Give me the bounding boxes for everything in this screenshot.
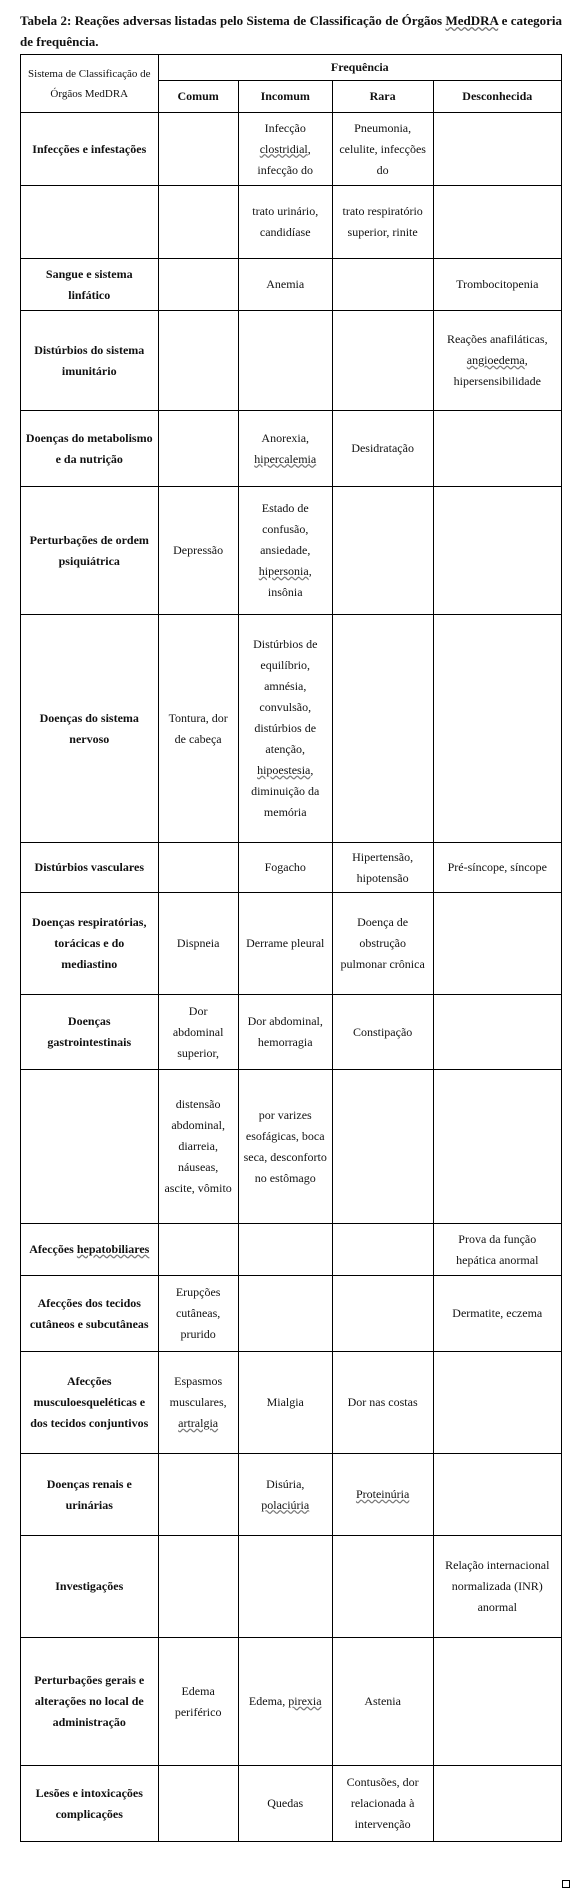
cell-rara [332, 1070, 433, 1224]
cell-rara: Desidratação [332, 411, 433, 487]
cell-sys: Doenças gastrointestinais [21, 995, 159, 1070]
cell-sys: Lesões e intoxicações complicações [21, 1766, 159, 1842]
cell-comum: Dispneia [158, 893, 238, 995]
cell-desconhecida: Trombocitopenia [433, 259, 561, 311]
cell-desconhecida [433, 186, 561, 259]
cell-rara [332, 487, 433, 615]
table-row [21, 1766, 562, 1842]
cell-comum: distensão abdominal, diarreia, náuseas, ascite, vômito [158, 1070, 238, 1224]
cell-sys: Perturbações gerais e alterações no local de administração [21, 1638, 159, 1766]
table-row [21, 1352, 562, 1454]
cell-incomum: Anemia [238, 259, 332, 311]
cell-incomum [238, 1536, 332, 1638]
cell-sys [21, 1070, 159, 1224]
cell-rara: Dor nas costas [332, 1352, 433, 1454]
cell-desconhecida: Dermatite, eczema [433, 1276, 561, 1352]
cell-sys: Afecções musculoesqueléticas e dos tecidos conjuntivos [21, 1352, 159, 1454]
cell-desconhecida: Reações anafiláticas, angioedema, hipersensibilidade [433, 311, 561, 411]
cell-rara [332, 1276, 433, 1352]
cell-comum: Depressão [158, 487, 238, 615]
cell-desconhecida: Pré-síncope, síncope [433, 843, 561, 893]
cell-sys [21, 186, 159, 259]
cell-comum [158, 311, 238, 411]
cell-sys: Afecções dos tecidos cutâneos e subcutâneas [21, 1276, 159, 1352]
cell-sys: Distúrbios vasculares [21, 843, 159, 893]
table-row [21, 843, 562, 893]
cell-desconhecida [433, 411, 561, 487]
cell-incomum: Disúria, polaciúria [238, 1454, 332, 1536]
cell-desconhecida [433, 1638, 561, 1766]
table-row [21, 259, 562, 311]
table-end-marker [562, 1880, 570, 1888]
cell-rara [332, 259, 433, 311]
table-row [21, 615, 562, 843]
table-row [21, 1638, 562, 1766]
cell-comum [158, 1766, 238, 1842]
cell-sys: Investigações [21, 1536, 159, 1638]
cell-sys: Doenças respiratórias, torácicas e do mediastino [21, 893, 159, 995]
cell-sys: Doenças do metabolismo e da nutrição [21, 411, 159, 487]
header-desconhecida: Desconhecida [433, 81, 561, 113]
cell-comum: Dor abdominal superior, [158, 995, 238, 1070]
cell-incomum [238, 311, 332, 411]
cell-rara: Constipação [332, 995, 433, 1070]
cell-comum [158, 186, 238, 259]
table-row [21, 1276, 562, 1352]
table-row [21, 113, 562, 186]
table-row [21, 1536, 562, 1638]
table-row [21, 411, 562, 487]
cell-incomum: Distúrbios de equilíbrio, amnésia, convulsão, distúrbios de atenção, hipoestesia, diminuição da memória [238, 615, 332, 843]
cell-rara: trato respiratório superior, rinite [332, 186, 433, 259]
table-row [21, 1454, 562, 1536]
adverse-reactions-table [20, 54, 562, 1842]
cell-rara: Hipertensão, hipotensão [332, 843, 433, 893]
cell-desconhecida [433, 487, 561, 615]
cell-comum [158, 843, 238, 893]
cell-comum [158, 1224, 238, 1276]
cell-comum: Edema periférico [158, 1638, 238, 1766]
cell-sys: Sangue e sistema linfático [21, 259, 159, 311]
cell-incomum: Infecção clostridial, infecção do [238, 113, 332, 186]
cell-rara [332, 1224, 433, 1276]
cell-rara: Contusões, dor relacionada à intervenção [332, 1766, 433, 1842]
cell-comum [158, 411, 238, 487]
table-row [21, 893, 562, 995]
cell-rara: Proteinúria [332, 1454, 433, 1536]
table-caption [20, 10, 562, 52]
cell-rara: Doença de obstrução pulmonar crônica [332, 893, 433, 995]
cell-incomum: por varizes esofágicas, boca seca, desconforto no estômago [238, 1070, 332, 1224]
cell-desconhecida: Prova da função hepática anormal [433, 1224, 561, 1276]
cell-rara: Astenia [332, 1638, 433, 1766]
caption-meddra-term: MedDRA [445, 13, 499, 28]
cell-comum: Espasmos musculares, artralgia [158, 1352, 238, 1454]
table-row [21, 186, 562, 259]
cell-rara [332, 311, 433, 411]
cell-desconhecida [433, 615, 561, 843]
cell-comum [158, 1536, 238, 1638]
cell-incomum: Estado de confusão, ansiedade, hipersonia, insônia [238, 487, 332, 615]
cell-desconhecida [433, 1352, 561, 1454]
cell-incomum [238, 1276, 332, 1352]
cell-sys: Perturbações de ordem psiquiátrica [21, 487, 159, 615]
table-row [21, 487, 562, 615]
cell-rara: Pneumonia, celulite, infecções do [332, 113, 433, 186]
cell-desconhecida [433, 1454, 561, 1536]
header-frequency: Frequência [158, 55, 561, 81]
cell-incomum: Mialgia [238, 1352, 332, 1454]
cell-desconhecida [433, 893, 561, 995]
cell-comum [158, 1454, 238, 1536]
cell-sys: Infecções e infestações [21, 113, 159, 186]
cell-comum [158, 259, 238, 311]
header-incomum: Incomum [238, 81, 332, 113]
cell-incomum: Quedas [238, 1766, 332, 1842]
caption-text: Tabela 2: Reações adversas listadas pelo Sistema de Classificação de Órgãos [20, 13, 446, 28]
caption-text-end: e categoria de frequência. [20, 13, 562, 49]
cell-desconhecida [433, 995, 561, 1070]
header-system-organ-class: Sistema de Classificação de Órgãos MedDRA [21, 55, 159, 113]
cell-rara [332, 615, 433, 843]
cell-comum: Erupções cutâneas, prurido [158, 1276, 238, 1352]
header-comum: Comum [158, 81, 238, 113]
cell-sys: Doenças do sistema nervoso [21, 615, 159, 843]
cell-desconhecida [433, 113, 561, 186]
cell-rara [332, 1536, 433, 1638]
header-rara: Rara [332, 81, 433, 113]
cell-incomum: Edema, pirexia [238, 1638, 332, 1766]
cell-sys: Distúrbios do sistema imunitário [21, 311, 159, 411]
table-row [21, 995, 562, 1070]
cell-incomum: Anorexia, hipercalemia [238, 411, 332, 487]
cell-incomum: Dor abdominal, hemorragia [238, 995, 332, 1070]
cell-desconhecida: Relação internacional normalizada (INR) anormal [433, 1536, 561, 1638]
cell-comum [158, 113, 238, 186]
table-row [21, 1224, 562, 1276]
cell-desconhecida [433, 1766, 561, 1842]
cell-incomum: trato urinário, candidíase [238, 186, 332, 259]
table-row [21, 1070, 562, 1224]
cell-desconhecida [433, 1070, 561, 1224]
cell-sys: Afecções hepatobiliares [21, 1224, 159, 1276]
cell-incomum [238, 1224, 332, 1276]
cell-incomum: Derrame pleural [238, 893, 332, 995]
cell-comum: Tontura, dor de cabeça [158, 615, 238, 843]
cell-sys: Doenças renais e urinárias [21, 1454, 159, 1536]
cell-incomum: Fogacho [238, 843, 332, 893]
table-row [21, 311, 562, 411]
